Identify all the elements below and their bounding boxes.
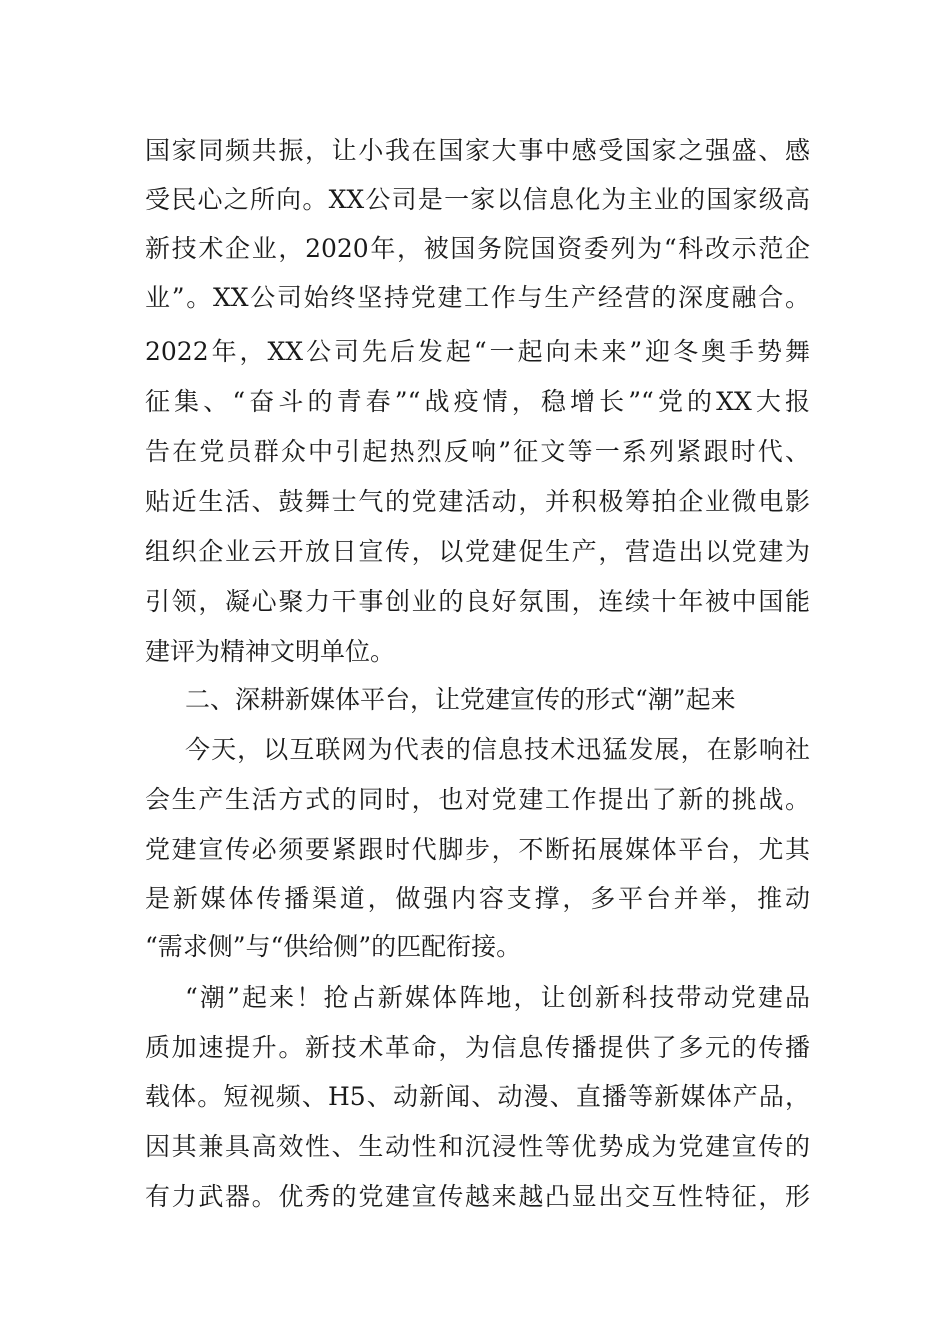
text-line: 载体。短视频、H5、动新闻、动漫、直播等新媒体产品， <box>145 1082 810 1111</box>
text-line: 告在党员群众中引起热烈反响”征文等一系列紧跟时代、 <box>145 437 810 466</box>
section-heading: 二、深耕新媒体平台，让党建宣传的形式“潮”起来 <box>185 685 736 714</box>
text-line: 党建宣传必须要紧跟时代脚步，不断拓展媒体平台，尤其 <box>145 835 810 864</box>
text-line: 引领，凝心聚力干事创业的良好氛围，连续十年被中国能 <box>145 587 810 616</box>
text-line: 征集、“奋斗的青春”“战疫情，稳增长”“党的XX大报 <box>145 387 810 416</box>
text-line: 会生产生活方式的同时，也对党建工作提出了新的挑战。 <box>145 785 810 814</box>
text-line: 2022年，XX公司先后发起“一起向未来”迎冬奥手势舞 <box>145 337 810 366</box>
text-line: 质加速提升。新技术革命，为信息传播提供了多元的传播 <box>145 1033 810 1062</box>
text-line: “需求侧”与“供给侧”的匹配衔接。 <box>145 932 522 961</box>
text-line: 国家同频共振，让小我在国家大事中感受国家之强盛、感 <box>145 136 810 165</box>
text-line: “潮”起来！抢占新媒体阵地，让创新科技带动党建品 <box>185 983 810 1012</box>
text-line: 组织企业云开放日宣传，以党建促生产，营造出以党建为 <box>145 537 810 566</box>
text-line: 建评为精神文明单位。 <box>145 637 396 666</box>
text-line: 是新媒体传播渠道，做强内容支撑，多平台并举，推动 <box>145 884 810 913</box>
text-line: 今天，以互联网为代表的信息技术迅猛发展，在影响社 <box>185 735 810 764</box>
text-line: 受民心之所向。XX公司是一家以信息化为主业的国家级高 <box>145 185 810 214</box>
text-line: 业”。XX公司始终坚持党建工作与生产经营的深度融合。 <box>145 283 810 312</box>
text-line: 新技术企业，2020年，被国务院国资委列为“科改示范企 <box>145 234 810 263</box>
text-line: 因其兼具高效性、生动性和沉浸性等优势成为党建宣传的 <box>145 1132 810 1161</box>
text-line: 有力武器。优秀的党建宣传越来越凸显出交互性特征，形 <box>145 1182 810 1211</box>
text-line: 贴近生活、鼓舞士气的党建活动，并积极筹拍企业微电影 <box>145 487 810 516</box>
